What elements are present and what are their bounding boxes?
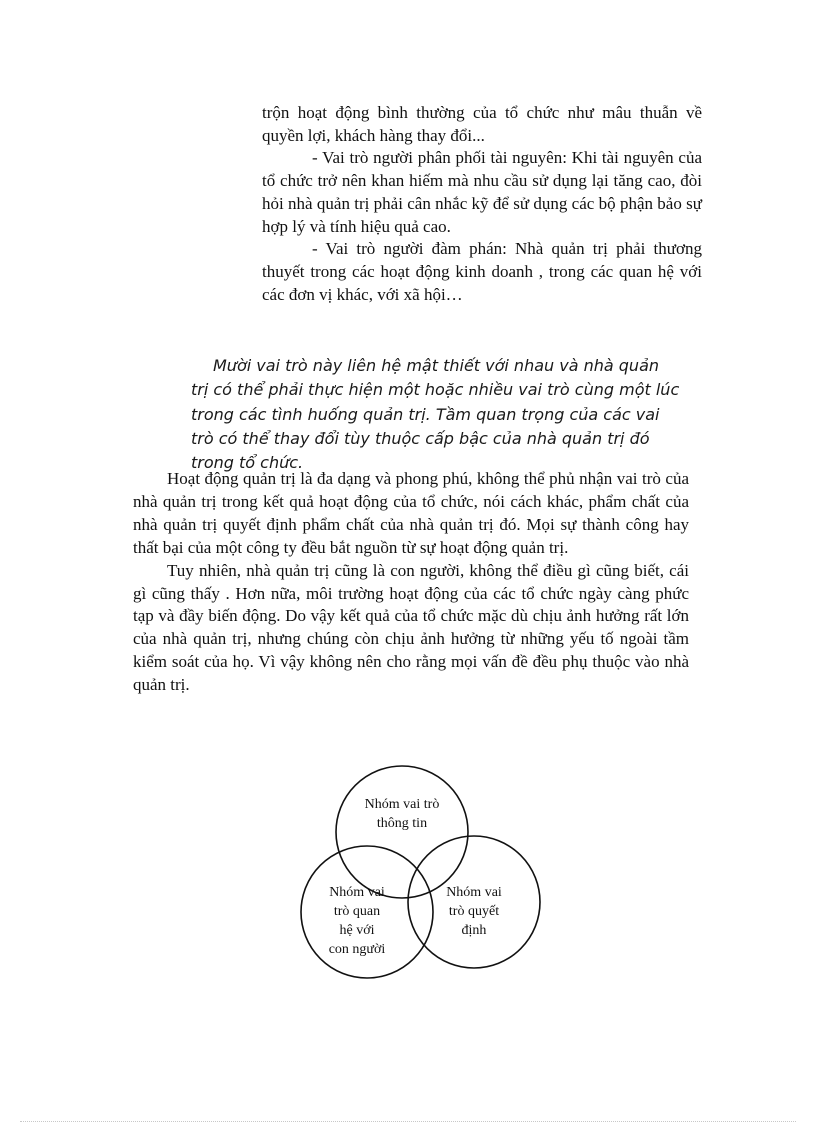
venn-label-decisional: Nhóm vai trò quyết định <box>446 885 502 938</box>
role-item-negotiator: - Vai trò người đàm phán: Nhà quản trị phải thương thuyết trong các hoạt động kinh doanh , trong các quan hệ với các đơn vị khác, với xã hội… <box>262 239 702 304</box>
paragraph-manager-limits: Tuy nhiên, nhà quản trị cũng là con người, không thể điều gì cũng biết, cái gì cũng thấy . Hơn nữa, môi trường hoạt động của các tổ chức ngày càng phức tạp và đầy biến động. Do vậy kết quả của tổ chức mặc dù chịu ảnh hưởng rất lớn của nhà quản trị, nhưng chúng còn chịu ảnh hưởng từ những yếu tố ngoài tầm kiểm soát của họ. Vì vậy không nên cho rằng mọi vấn đề đều phụ thuộc vào nhà quản trị. <box>133 560 689 695</box>
paragraph-management-activity: Hoạt động quản trị là đa dạng và phong phú, không thể phủ nhận vai trò của nhà quản trị trong kết quả hoạt động của tổ chức, nói cách khác, phẩm chất của nhà quản trị quyết định phẩm chất của nhà quản trị đó. Mọi sự thành công hay thất bại của một công ty đều bắt nguồn từ sự hoạt động quản trị. <box>133 469 689 557</box>
continuation-text: trộn hoạt động bình thường của tổ chức như mâu thuẫn về quyền lợi, khách hàng thay đổi... <box>262 103 702 145</box>
role-item-resource-allocator: - Vai trò người phân phối tài nguyên: Khi tài nguyên của tổ chức trở nên khan hiếm mà nhu cầu sử dụng lại tăng cao, đòi hỏi nhà quản trị phải cân nhắc kỹ để sử dụng các bộ phận bảo sự hợp lý và tính hiệu quả cao. <box>262 148 702 236</box>
role-list-block <box>262 102 702 306</box>
main-text-block <box>133 468 689 697</box>
venn-diagram <box>290 752 560 992</box>
italic-note-block <box>191 354 681 475</box>
italic-note: Mười vai trò này liên hệ mật thiết với nhau và nhà quản trị có thể phải thực hiện một hoặc nhiều vai trò cùng một lúc trong các tình huống quản trị. Tầm quan trọng của các vai trò có thể thay đổi tùy thuộc cấp bậc của nhà quản trị đó trong tổ chức. <box>191 356 680 473</box>
venn-label-interpersonal: Nhóm vai trò quan hệ với con người <box>328 885 386 957</box>
venn-label-information: Nhóm vai trò thông tin <box>364 797 440 831</box>
page-bottom-rule <box>20 1121 796 1122</box>
